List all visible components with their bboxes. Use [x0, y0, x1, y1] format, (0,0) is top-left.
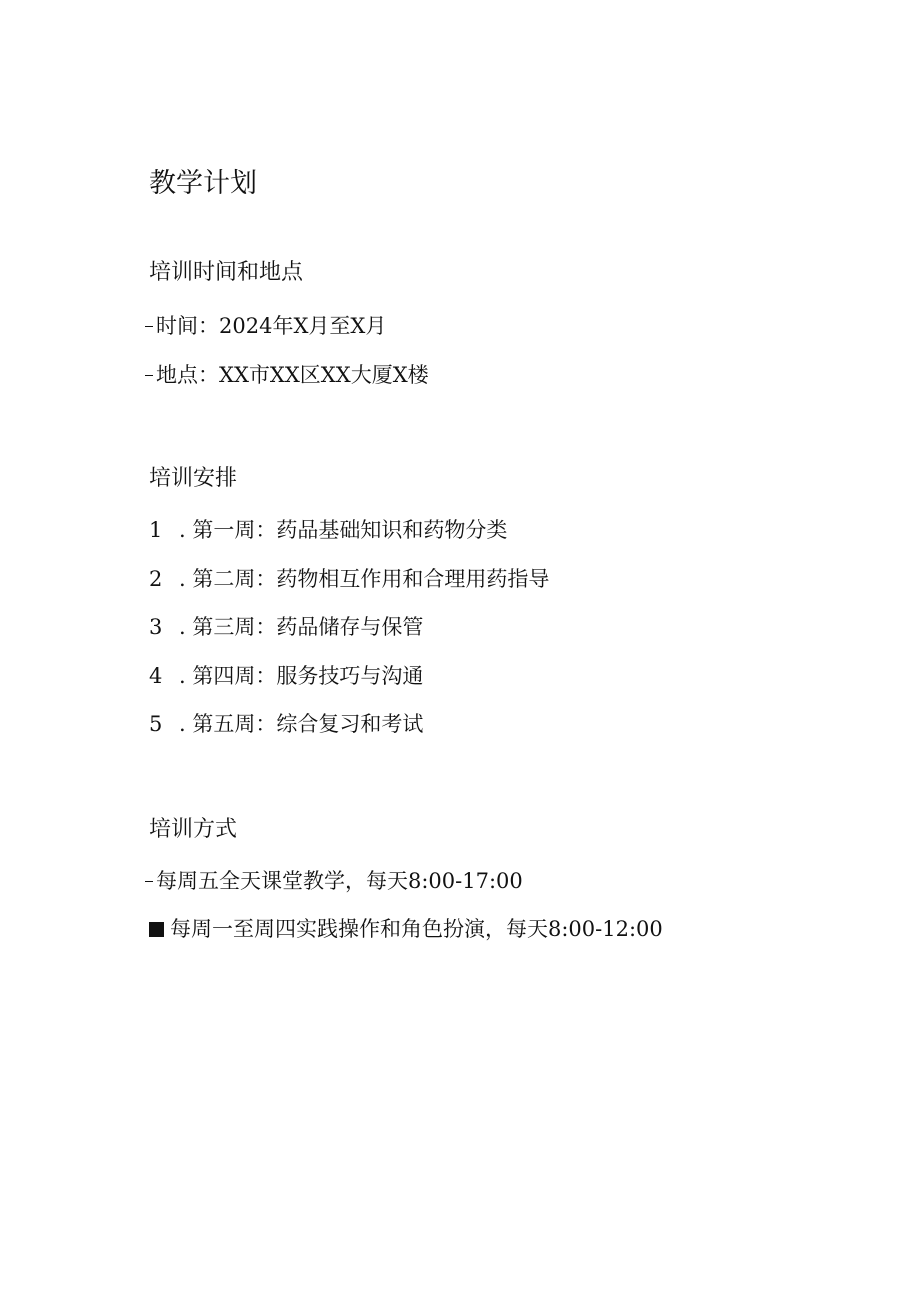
document-title: 教学计划: [149, 168, 257, 199]
section-heading-schedule: 培训安排: [149, 466, 238, 491]
square-bullet-icon: [149, 922, 164, 937]
list-item-number: 2: [149, 567, 163, 591]
dash-bullet-icon: [145, 326, 153, 327]
list-item-number: 1: [149, 518, 163, 542]
list-item: [149, 515, 507, 545]
method-line-classroom: [145, 866, 523, 896]
location-line: [145, 360, 429, 390]
time-text: 时间：2024年X月至X月: [156, 314, 387, 338]
list-item-text: . 第四周：服务技巧与沟通: [179, 664, 424, 688]
list-item-number: 4: [149, 664, 163, 688]
list-item: [149, 564, 549, 594]
list-item-number: 3: [149, 615, 163, 639]
list-item-text: . 第三周：药品储存与保管: [179, 615, 424, 639]
list-item-text: . 第五周：综合复习和考试: [179, 712, 424, 736]
location-text: 地点：XX市XX区XX大厦X楼: [156, 363, 429, 387]
list-item-text: . 第一周：药品基础知识和药物分类: [179, 518, 508, 542]
list-item-text: . 第二周：药物相互作用和合理用药指导: [179, 567, 550, 591]
section-heading-method: 培训方式: [149, 817, 238, 842]
section-heading-time-location: 培训时间和地点: [149, 260, 304, 285]
dash-bullet-icon: [145, 375, 153, 376]
dash-bullet-icon: [145, 881, 153, 882]
method-text: 每周五全天课堂教学，每天8:00-17:00: [156, 869, 523, 893]
time-line: [145, 311, 386, 341]
method-line-practice: [149, 914, 663, 944]
list-item-number: 5: [149, 712, 163, 736]
list-item: [149, 661, 423, 691]
list-item: [149, 612, 423, 642]
method-text: 每周一至周四实践操作和角色扮演，每天8:00-12:00: [170, 917, 663, 941]
list-item: [149, 709, 423, 739]
